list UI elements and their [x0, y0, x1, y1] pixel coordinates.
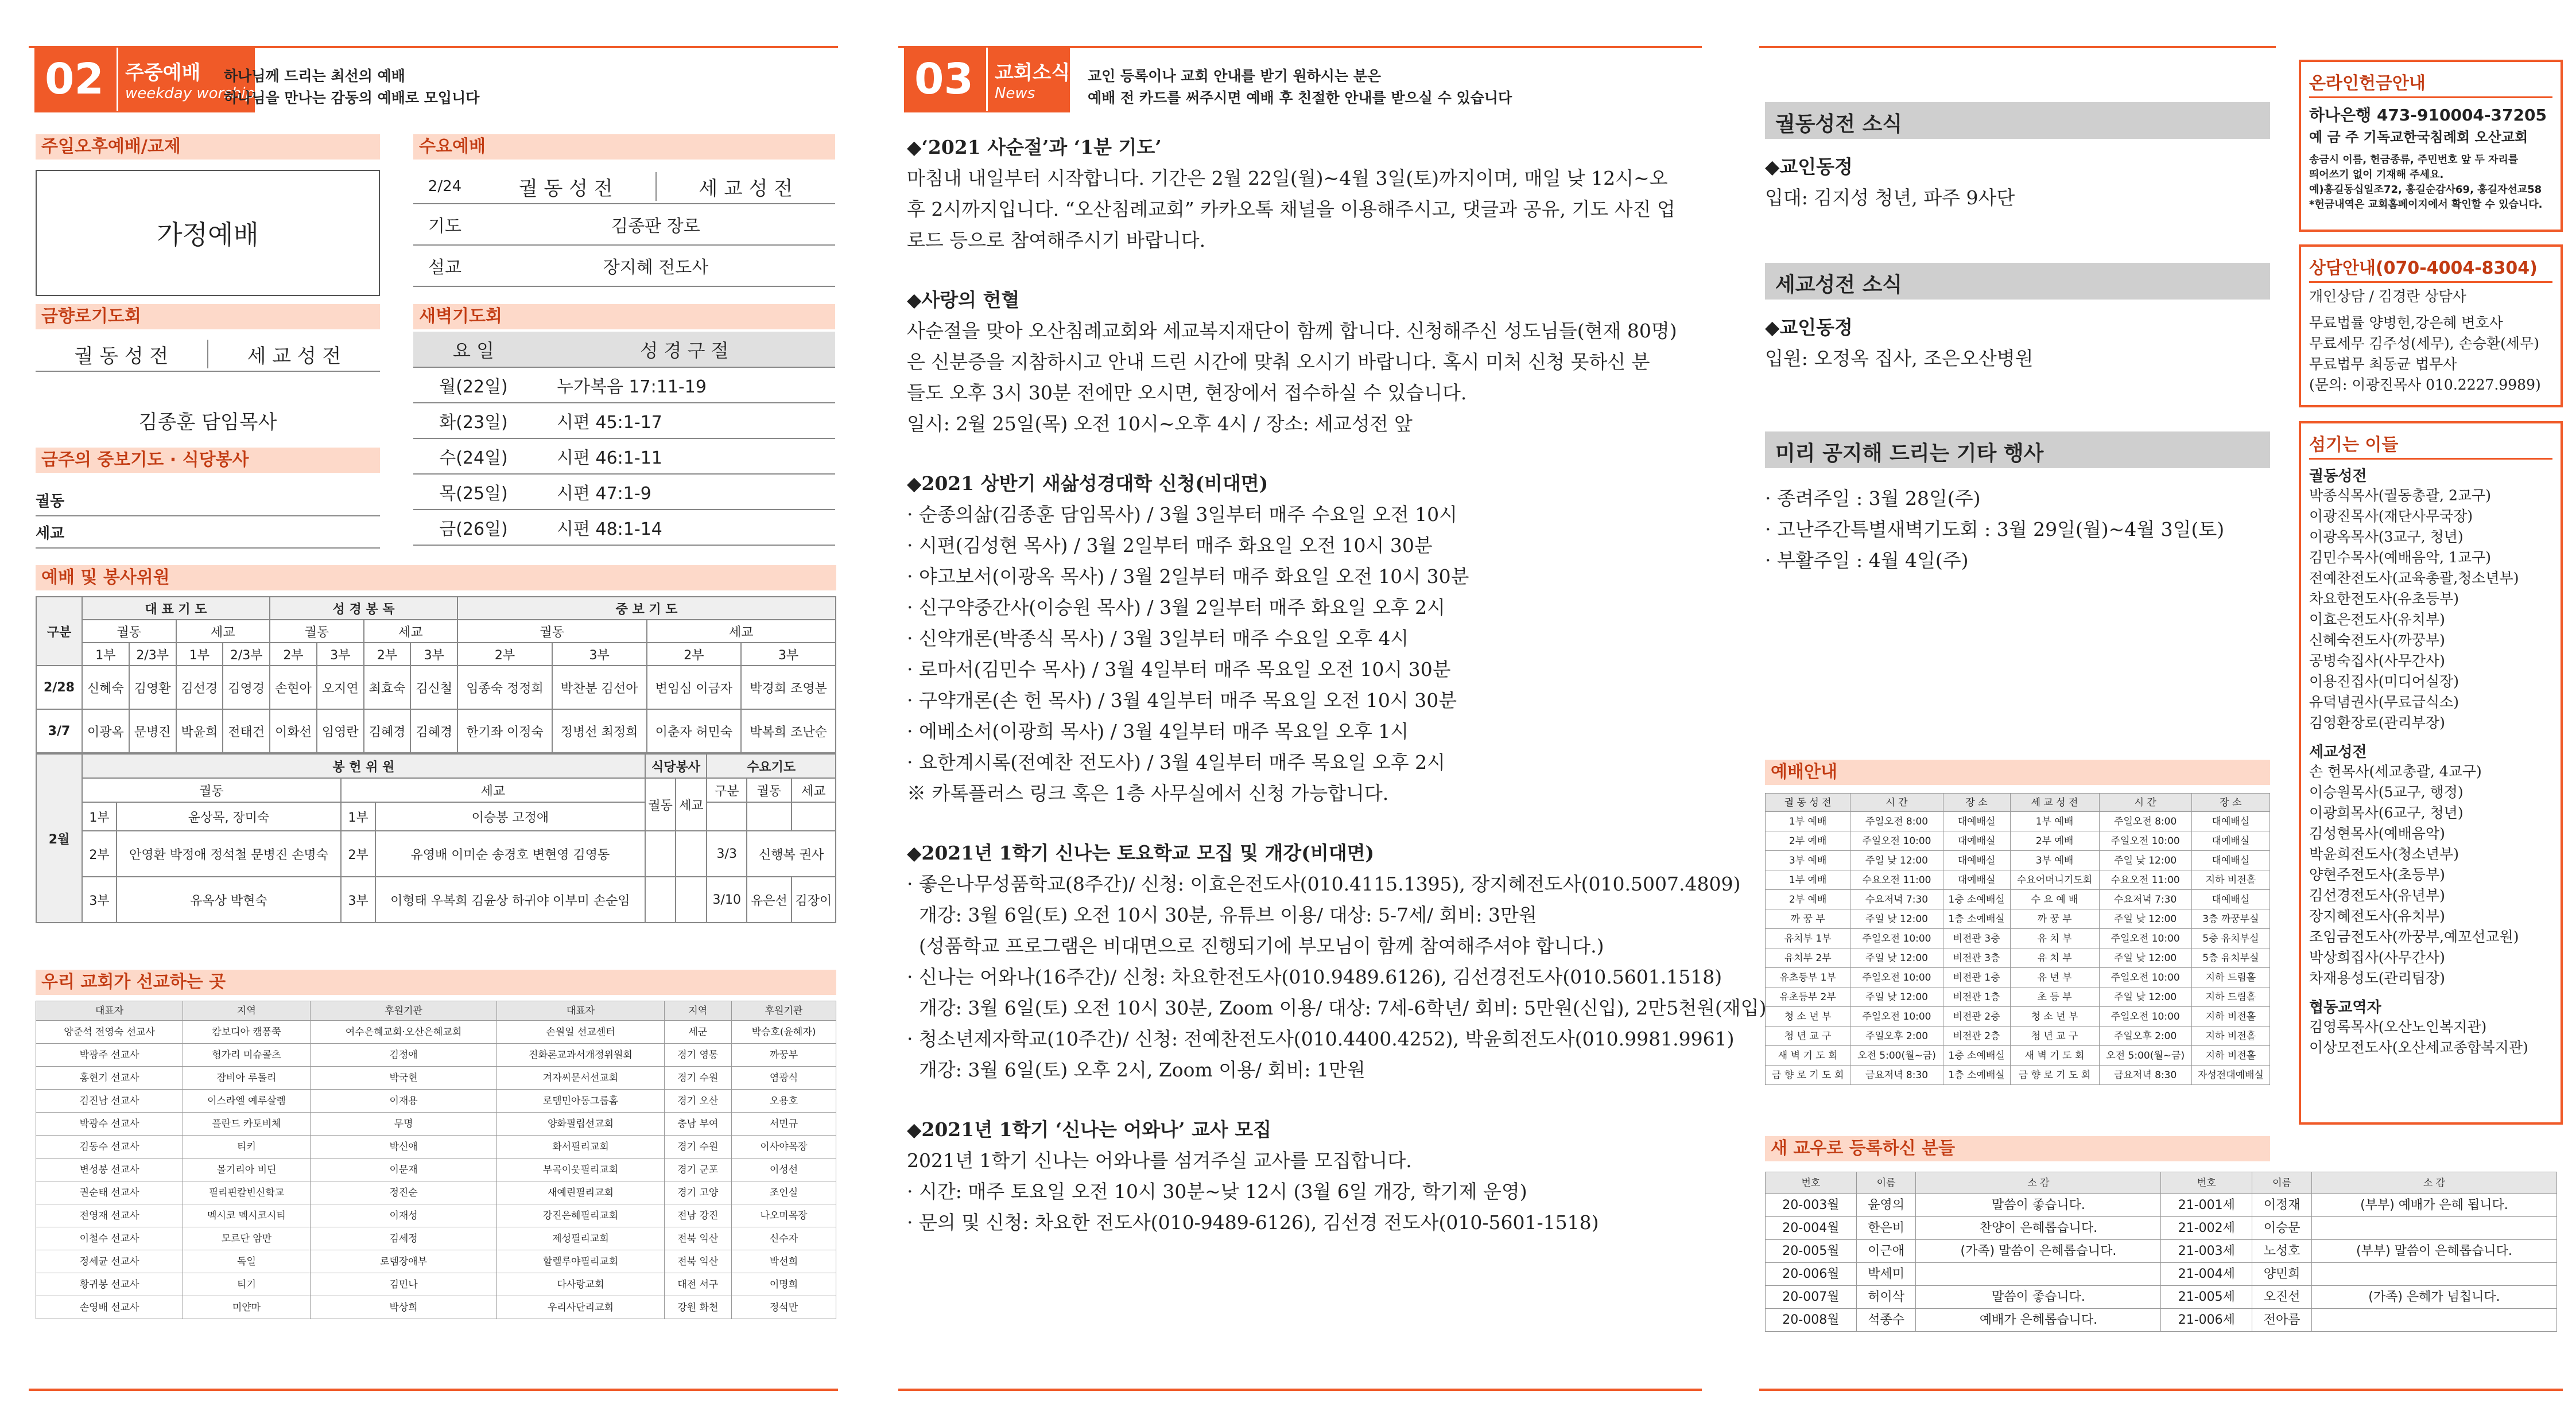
staff-member: 박종식목사(궐동총괄, 2교구)	[2309, 487, 2491, 504]
table-row: 정세균 선교사 독일 로뎀장애부 할렐루야필리교회 전북 익산 박선희	[36, 1250, 836, 1273]
table-row: 유초등부 2부 주일 낮 12:00 비전관 1층 초 등 부 주일 낮 12:00 지하 드림홀	[1766, 987, 2270, 1007]
news-line: (성품학교 프로그램은 비대면으로 진행되기에 부모님이 함께 참여해주셔야 합니다.)	[907, 935, 1604, 957]
table-row: 1부 예배 수요오전 11:00 대예배실 수요어머니기도회 수요오전 11:00 지하 비전홀	[1766, 870, 2270, 890]
section-title: 새 교우로 등록하신 분들	[1765, 1136, 2270, 1161]
sunday-afternoon-section	[36, 134, 380, 296]
section-title: 예배 및 봉사위원	[36, 565, 836, 590]
staff-member: 김민수목사(예배음악, 1교구)	[2309, 549, 2491, 566]
staff-member: 박윤희전도사(청소년부)	[2309, 846, 2459, 862]
segyo-news-title: 세교성전 소식	[1765, 263, 2270, 300]
offering-table: 2월 봉 헌 위 원 식당봉사 수요기도 궐동 세교 궐동 세교 구분 궐동 세교 1부 윤상목, 장미숙 1부 이승봉 고정애 2부 안영환 박정애 정석철 문병진 손명숙 2부 유영배 이미순 송경호 변현영 김영동 3/3 신행복 권사 3부 유옥상 박현숙 3부 이형태 우복희 김윤상 하귀야 이부미 손순임 3/10 유은선 김장이	[36, 753, 836, 923]
service-committee-section	[36, 565, 836, 923]
table-row: 20-005월 이근애 (가족) 말씀이 은혜롭습니다. 21-003세 노성호 (부부) 말씀이 은혜롭습니다.	[1766, 1240, 2557, 1263]
table-row: 청 년 교 구 주일오후 2:00 비전관 2층 청 년 교 구 주일오후 2:00 지하 비전홀	[1766, 1027, 2270, 1046]
page-04	[1759, 0, 2563, 1423]
week-prayer-section: 금주의 중보기도 · 식당봉사 궐동 세교	[36, 448, 380, 549]
staff-member: 김영록목사(오산노인복지관)	[2309, 1018, 2487, 1035]
news-line: 일시: 2월 25일(목) 오전 10시~오후 4시 / 장소: 세교성전 앞	[907, 413, 1413, 435]
wed-col1: 궐 동 성 전	[518, 177, 613, 200]
news-heading: ◆사랑의 헌혈	[907, 289, 1020, 311]
intro-text: 하나님께 드리는 최선의 예배 하나님을 만나는 감동의 예배로 모입니다	[224, 68, 480, 106]
staff-member: 김성현목사(예배음악)	[2309, 825, 2445, 842]
staff-member: 양현주전도사(초등부)	[2309, 866, 2445, 883]
news-line: 사순절을 맞아 오산침례교회와 세교복지재단이 함께 합니다. 신청해주신 성도님들(현재 80명)	[907, 320, 1677, 342]
staff-member: 이광희목사(6교구, 청년)	[2309, 804, 2464, 821]
badge-subtitle: weekday worship	[125, 84, 255, 102]
wed-date: 2/24	[428, 178, 462, 195]
news-line: 들도 오후 3시 30분 전에만 오시면, 현장에서 접수하실 수 있습니다.	[907, 382, 1467, 404]
table-row: 1부 예배 주일오전 8:00 대예배실 1부 예배 주일오전 8:00 대예배실	[1766, 812, 2270, 831]
section-title: 주일오후예배/교제	[36, 134, 380, 160]
table-row: 청 소 년 부 주일오전 10:00 비전관 2층 청 소 년 부 주일오전 10:00 지하 비전홀	[1766, 1007, 2270, 1027]
news-line: 후 2시까지입니다. “오산침례교회” 카카오톡 채널을 이용해주시고, 댓글과 공유, 기도 사진 업	[907, 198, 1675, 220]
worship-table: 궐 동 성 전 시 간 장 소 세 교 성 전 시 간 장 소 1부 예배 주일오전 8:00 대예배실 1부 예배 주일오전 8:00 대예배실 2부 예배 주일오전 10:00 대예배실 2부 예배 주일오전 10:00 대예배실 3부 예배 주일 낮 12:00 대예배실 3부 예배 주일 낮 12:00 대예배실 1부 예배 수요오전 11:00 대예배실 수요어머니기도회 수요오전 11:00 지하 비전홀 2부 예배 수요저녁 7:30 1층 소예배실 수 요 예 배 수요저녁 7:30 대예배실 까 꿍 부 주일 낮 12:00 1층 소예배실 까 꿍 부 주일 낮 12:00 3층 까꿍부실 유치부 1부 주일오전 10:00 비전관 3층 유 치 부 주일오전 10:00 5층 유치부실 유치부 2부 주일 낮 12:00 비전관 3층 유 치 부 주일 낮 12:00 5층 유치부실 유초등부 1부 주일오전 10:00 비전관 1층 유 년 부 주일오전 10:00 지하 드림홀 유초등부 2부 주일 낮 12:00 비전관 1층 초 등 부 주일 낮 12:00 지하 드림홀 청 소 년 부 주일오전 10:00 비전관 2층 청 소 년 부 주일오전 10:00 지하 비전홀 청 년 교 구 주일오후 2:00 비전관 2층 청 년 교 구 주일오후 2:00 지하 비전홀 새 벽 기 도 회 오전 5:00(월~금) 1층 소예배실 새 벽 기 도 회 오전 5:00(월~금) 지하 비전홀 금 향 로 기 도 회 금요저녁 8:30 1층 소예배실 금 향 로 기 도 회 금요저녁 8:30 자성전대예배실	[1765, 793, 2270, 1085]
intro-text: 교인 등록이나 교회 안내를 받기 원하시는 분은 예배 전 카드를 써주시면 예배 후 친절한 안내를 받으실 수 있습니다	[1088, 68, 1512, 106]
staff-member: 차재용성도(관리팀장)	[2309, 970, 2445, 986]
table-row: 박광수 선교사 플란드 카토비체 무명 양화필립선교회 충남 부여 서민규	[36, 1113, 836, 1136]
staff-member: 김선경전도사(유년부)	[2309, 887, 2445, 904]
table-row: 20-007월 허이삭 말씀이 좋습니다. 21-005세 오진선 (가족) 은혜가 넘칩니다.	[1766, 1286, 2557, 1309]
table-row: 유치부 1부 주일오전 10:00 비전관 3층 유 치 부 주일오전 10:00 5층 유치부실	[1766, 929, 2270, 948]
section-badge-03	[904, 46, 1070, 112]
table-row: 2부 예배 주일오전 10:00 대예배실 2부 예배 주일오전 10:00 대예배실	[1766, 831, 2270, 851]
other-events-title: 미리 공지해 드리는 기타 행사	[1765, 431, 2270, 468]
section-title: 우리 교회가 선교하는 곳	[36, 970, 836, 995]
section-title: 예배안내	[1765, 760, 2270, 785]
news-line: · 로마서(김민수 목사) / 3월 4일부터 매주 목요일 오전 10시 30분	[907, 658, 1451, 681]
staff-member: 이광옥목사(3교구, 청년)	[2309, 528, 2464, 545]
table-row: 김동수 선교사 티키 박신애 화서필리교회 경기 수원 이사야목장	[36, 1136, 836, 1158]
staff-member: 신혜숙전도사(까꿍부)	[2309, 632, 2445, 648]
news-line: · 에베소서(이광희 목사) / 3월 4일부터 매주 목요일 오후 1시	[907, 720, 1409, 742]
badge-number: 02	[34, 48, 118, 111]
table-row: 20-008월 석종수 예배가 은혜롭습니다. 21-006세 전아름	[1766, 1309, 2557, 1332]
other-events: 미리 공지해 드리는 기타 행사 · 종려주일 : 3월 28일(주) · 고난주간특별새벽기도회 : 3월 29일(월)~4월 3일(토) · 부활주일 : 4월 4일(주)	[1765, 431, 2270, 576]
news-line: · 문의 및 신청: 차요한 전도사(010-9489-6126), 김선경 전도사(010-5601-1518)	[907, 1211, 1599, 1234]
news-item	[907, 285, 1699, 440]
wed-col2: 세 교 성 전	[699, 177, 793, 200]
staff-member: 장지혜전도사(유치부)	[2309, 908, 2445, 924]
dawn-prayer-section: 새벽기도회 요 일 성 경 구 절 월(22일) 누가복음 17:11-19 화(23일) 시편 45:1-17 수(24일) 시편 46:1-11 목(25일) 시편 47:1-9 금(26일) 시편 48:1-14	[413, 304, 835, 546]
page-02	[29, 0, 838, 1423]
section-title: 수요예배	[413, 134, 835, 160]
news-line: ※ 카톡플러스 링크 혹은 1층 사무실에서 신청 가능합니다.	[907, 782, 1389, 804]
table-row: 유초등부 1부 주일오전 10:00 비전관 1층 유 년 부 주일오전 10:00 지하 드림홀	[1766, 968, 2270, 987]
news-line: · 신구약중간사(이승원 목사) / 3월 2일부터 매주 화요일 오후 2시	[907, 596, 1445, 619]
table-row: 황귀봉 선교사 티기 김민나 다사랑교회 대전 서구 이명희	[36, 1273, 836, 1296]
staff-member: 조임금전도사(까꿍부,예꼬선교원)	[2309, 928, 2519, 945]
staff-member: 이광진목사(재단사무국장)	[2309, 508, 2473, 524]
news-line: · 야고보서(이광옥 목사) / 3월 2일부터 매주 화요일 오전 10시 30분	[907, 565, 1469, 588]
mission-table: 대표자 지역 후원기관 대표자 지역 후원기관 양준석 전영숙 선교사 캄보디아 캠퐁쭉 여수은혜교회·오산은혜교회 손원일 선교센터 세군 박승호(윤혜자) 박광주 선교사 헝가리 미슈콜츠 김정애 진화론교과서개정위원회 경기 영통 까꿍부 홍현기 선교사 잠비아 루돌리 박국현 겨자씨문서선교회 경기 수원 염광식 김진남 선교사 이스라엘 예루살렘 이재용 로뎀민아동그룹홈 경기 오산 오용호 박광수 선교사 플란드 카토비체 무명 양화필립선교회 충남 부여 서민규 김동수 선교사 티키 박신애 화서필리교회 경기 수원 이사야목장 변성봉 선교사 몰기리아 비딘 이문재 부곡이웃필리교회 경기 군포 이성선 권순태 선교사 필리핀칼빈신학교 정진순 새예린필리교회 경기 고양 조인실 전영재 선교사 멕시코 멕시코시티 이재성 강진은혜필리교회 전남 강진 나오미목장 이철수 선교사 모르단 암만 김세정 제성필리교회 전북 익산 신수자 정세균 선교사 독일 로뎀장애부 할렐루야필리교회 전북 익산 박선희 황귀봉 선교사 티기 김민나 다사랑교회 대전 서구 이명희 손영배 선교사 미얀마 박상희 우리사단리교회 강원 화천 정석만	[36, 1001, 836, 1319]
news-line: 개강: 3월 6일(토) 오전 10시 30분, Zoom 이용/ 대상: 7세-6학년/ 회비: 5만원(신입), 2만5천원(재입)	[907, 997, 1767, 1019]
table-row: 변성봉 선교사 몰기리아 비딘 이문재 부곡이웃필리교회 경기 군포 이성선	[36, 1158, 836, 1181]
online-offering-box: 온라인헌금안내 하나은행 473-910004-37205 예 금 주 기독교한국침례회 오산교회 송금시 이름, 헌금종류, 주민번호 앞 두 자리를 띄어쓰기 없이 기재해 주세요. 예)홍길동십일조72, 홍길순감사69, 홍길자선교58 *헌금내역은 교회홈페이지에서 확인할 수 있습니다.	[2299, 60, 2563, 232]
table-row: 3부 예배 주일 낮 12:00 대예배실 3부 예배 주일 낮 12:00 대예배실	[1766, 851, 2270, 870]
wednesday-section: 수요예배 2/24 궐 동 성 전 세 교 성 전 기도 김종판 장로 설교 장지혜 전도사	[413, 134, 835, 287]
badge-title: 교회소식	[994, 61, 1070, 84]
news-line: 개강: 3월 6일(토) 오후 2시, Zoom 이용/ 회비: 1만원	[907, 1059, 1365, 1081]
badge-subtitle: News	[994, 84, 1035, 102]
table-row: 전영재 선교사 멕시코 멕시코시티 이재성 강진은혜필리교회 전남 강진 나오미목장	[36, 1204, 836, 1227]
table-row: 홍현기 선교사 잠비아 루돌리 박국현 겨자씨문서선교회 경기 수원 염광식	[36, 1067, 836, 1090]
friday-preacher: 김종훈 담임목사	[138, 411, 277, 434]
news-line: · 시간: 매주 토요일 오전 10시 30분~낮 12시 (3월 6일 개강, 학기제 운영)	[907, 1180, 1527, 1203]
news-line: · 시편(김성현 목사) / 3월 2일부터 매주 화요일 오전 10시 30분	[907, 534, 1433, 557]
service-table: 구분 대 표 기 도 성 경 봉 독 중 보 기 도 궐동 세교 궐동 세교 궐동 세교 1부 2/3부 1부 2/3부 2부 3부 2부 3부 2부 3부 2부 3부 2/28 신혜숙 김영환 김선경 김영경 손현아 오지연 최효숙 김신철 임종숙 정정희 박찬분 김선아 변임심 이금자 박경희 조영분 3/7 이광옥 문병진 박윤희 전태건 이화선 임영란 김혜경 김혜경 한기좌 이정숙 정병선 최정희 이춘자 허민숙 박복희 조난순	[36, 596, 836, 753]
gwoldong-news-title: 궐동성전 소식	[1765, 102, 2270, 139]
table-row: 20-004월 한은비 찬양이 은혜롭습니다. 21-002세 이승문	[1766, 1217, 2557, 1240]
news-line: 2021년 1학기 신나는 어와나를 섬겨주실 교사를 모집합니다.	[907, 1149, 1412, 1172]
news-line: · 순종의삶(김종훈 담임목사) / 3월 3일부터 매주 수요일 오전 10시	[907, 503, 1457, 526]
news-heading: ◆2021년 1학기 신나는 토요학교 모집 및 개강(비대면)	[907, 842, 1375, 864]
section-badge-02	[34, 46, 255, 112]
news-line: · 청소년제자학교(10주간)/ 신청: 전예찬전도사(010.4400.4252), 박윤희전도사(010.9981.9961)	[907, 1028, 1735, 1050]
staff-member: 이상모전도사(오산세교종합복지관)	[2309, 1039, 2528, 1056]
account-number: 하나은행 473-910004-37205	[2309, 106, 2547, 125]
news-line: 은 신분증을 지참하시고 안내 드린 시간에 맞춰 오시기 바랍니다. 혹시 미처 신청 못하신 분	[907, 351, 1650, 373]
counsel-box: 상담안내(070-4004-8304) 개인상담 / 김경란 상담사 무료법률 양병헌,강은혜 변호사 무료세무 김주성(세무), 손승환(세무) 무료법무 최동균 법무사 (문의: 이광진목사 010.2227.9989)	[2299, 244, 2563, 407]
table-row: 권순태 선교사 필리핀칼빈신학교 정진순 새예린필리교회 경기 고양 조인실	[36, 1181, 836, 1204]
news-item	[907, 838, 1767, 1086]
staff-member: 차요한전도사(유초등부)	[2309, 590, 2459, 607]
news-line: · 구약개론(손 헌 목사) / 3월 4일부터 매주 목요일 오전 10시 30분	[907, 689, 1457, 711]
section-title: 금향로기도회	[36, 304, 380, 329]
staff-member: 전예찬전도사(교육총괄,청소년부)	[2309, 570, 2519, 586]
news-heading: ◆2021년 1학기 ‘신나는 어와나’ 교사 모집	[907, 1118, 1272, 1141]
staff-member: 공병숙집사(사무간사)	[2309, 652, 2445, 669]
staff-member: 박상희집사(사무간사)	[2309, 949, 2445, 966]
news-line: 로드 등으로 참여해주시기 바랍니다.	[907, 229, 1206, 251]
news-line: 개강: 3월 6일(토) 오전 10시 30분, 유튜브 이용/ 대상: 5-7세/ 회비: 3만원	[907, 904, 1537, 926]
table-row: 양준석 전영숙 선교사 캄보디아 캠퐁쭉 여수은혜교회·오산은혜교회 손원일 선교센터 세군 박승호(윤혜자)	[36, 1021, 836, 1044]
new-members-table: 번호 이름 소 감 번호 이름 소 감 20-003월 윤영의 말씀이 좋습니다. 21-001세 이정재 (부부) 예배가 은혜 됩니다. 20-004월 한은비 찬양이 은혜롭습니다. 21-002세 이승문 20-005월 이근애 (가족) 말씀이 은혜롭습니다. 21-003세 노성호 (부부) 말씀이 은혜롭습니다. 20-006월 박세미 21-004세 양민희 20-007월 허이삭 말씀이 좋습니다. 21-005세 오진선 (가족) 은혜가 넘칩니다. 20-008월 석종수 예배가 은혜롭습니다. 21-006세 전아름	[1765, 1172, 2557, 1332]
table-row: 20-006월 박세미 21-004세 양민희	[1766, 1263, 2557, 1286]
table-row: 김진남 선교사 이스라엘 예루살렘 이재용 로뎀민아동그룹홈 경기 오산 오용호	[36, 1090, 836, 1113]
news-line: · 좋은나무성품학교(8주간)/ 신청: 이효은전도사(010.4115.1395), 장지혜전도사(010.5007.4809)	[907, 873, 1741, 895]
page-03	[898, 0, 1767, 1423]
badge-title: 주중예배	[125, 61, 201, 84]
table-row: 유치부 2부 주일 낮 12:00 비전관 3층 유 치 부 주일 낮 12:00 5층 유치부실	[1766, 948, 2270, 968]
table-row: 2부 예배 수요저녁 7:30 1층 소예배실 수 요 예 배 수요저녁 7:30 대예배실	[1766, 890, 2270, 909]
news-line: · 신약개론(박종식 목사) / 3월 3일부터 매주 수요일 오후 4시	[907, 627, 1409, 650]
section-title: 금주의 중보기도 · 식당봉사	[36, 448, 380, 473]
staff-member: 김영환장로(관리부장)	[2309, 714, 2445, 731]
table-row: 까 꿍 부 주일 낮 12:00 1층 소예배실 까 꿍 부 주일 낮 12:00 3층 까꿍부실	[1766, 909, 2270, 929]
news-line: · 요한계시록(전예찬 전도사) / 3월 4일부터 매주 목요일 오후 2시	[907, 751, 1445, 773]
news-item	[907, 468, 1699, 809]
new-members	[1765, 1136, 2557, 1332]
news-heading: ◆‘2021 사순절’과 ‘1분 기도’	[907, 136, 1162, 158]
staff-member: 이승원목사(5교구, 행정)	[2309, 784, 2464, 800]
staff-box: 섬기는 이들 궐동성전 박종식목사(궐동총괄, 2교구) 이광진목사(재단사무국장) 이광옥목사(3교구, 청년) 김민수목사(예배음악, 1교구) 전예찬전도사(교육총괄,청소년부) 차요한전도사(유초등부) 이효은전도사(유치부) 신혜숙전도사(까꿍부) 공병숙집사(사무간사) 이용진집사(미디어실장) 유덕념권사(무료급식소) 김영환장로(관리부장) 세교성전 손 헌목사(세교총괄, 4교구) 이승원목사(5교구, 행정) 이광희목사(6교구, 청년) 김성현목사(예배음악) 박윤희전도사(청소년부) 양현주전도사(초등부) 김선경전도사(유년부) 장지혜전도사(유치부) 조임금전도사(까꿍부,예꼬선교원) 박상희집사(사무간사) 차재용성도(관리팀장) 협동교역자 김영록목사(오산노인복지관) 이상모전도사(오산세교종합복지관)	[2299, 421, 2563, 1125]
worship-guide	[1765, 760, 2270, 1085]
table-row: 손영배 선교사 미얀마 박상희 우리사단리교회 강원 화천 정석만	[36, 1296, 836, 1319]
table-row: 새 벽 기 도 회 오전 5:00(월~금) 1층 소예배실 새 벽 기 도 회 오전 5:00(월~금) 지하 비전홀	[1766, 1046, 2270, 1066]
news-heading: ◆2021 상반기 새삶성경대학 신청(비대면)	[907, 472, 1268, 495]
staff-member: 이효은전도사(유치부)	[2309, 611, 2445, 628]
staff-member: 유덕념권사(무료급식소)	[2309, 694, 2459, 710]
table-row: 이철수 선교사 모르단 암만 김세정 제성필리교회 전북 익산 신수자	[36, 1227, 836, 1250]
friday-prayer-section: 금향로기도회 궐 동 성 전 세 교 성 전 김종훈 담임목사	[36, 304, 380, 434]
gwoldong-news: 궐동성전 소식 ◆교인동정 입대: 김지성 청년, 파주 9사단	[1765, 102, 2270, 213]
table-row: 금 향 로 기 도 회 금요저녁 8:30 1층 소예배실 금 향 로 기 도 회 금요저녁 8:30 자성전대예배실	[1766, 1066, 2270, 1085]
mission-section	[36, 970, 836, 1319]
news-line: · 신나는 어와나(16주간)/ 신청: 차요한전도사(010.9489.6126), 김선경전도사(010.5601.1518)	[907, 966, 1722, 988]
badge-number: 03	[904, 48, 988, 111]
news-line: 마침내 내일부터 시작합니다. 기간은 2월 22일(월)~4월 3일(토)까지이며, 매일 낮 12시~오	[907, 167, 1668, 189]
news-item	[907, 1114, 1699, 1238]
section-title: 새벽기도회	[413, 304, 835, 329]
news-list	[907, 132, 1767, 1267]
segyo-news: 세교성전 소식 ◆교인동정 입원: 오정옥 집사, 조은오산병원	[1765, 263, 2270, 374]
staff-member: 손 헌목사(세교총괄, 4교구)	[2309, 763, 2482, 780]
table-row: 20-003월 윤영의 말씀이 좋습니다. 21-001세 이정재 (부부) 예배가 은혜 됩니다.	[1766, 1194, 2557, 1217]
sunday-afternoon-box: 가정예배	[36, 170, 380, 296]
table-row: 박광주 선교사 헝가리 미슈콜츠 김정애 진화론교과서개정위원회 경기 영통 까꿍부	[36, 1044, 836, 1067]
staff-member: 이용진집사(미디어실장)	[2309, 673, 2459, 690]
news-item	[907, 132, 1699, 256]
